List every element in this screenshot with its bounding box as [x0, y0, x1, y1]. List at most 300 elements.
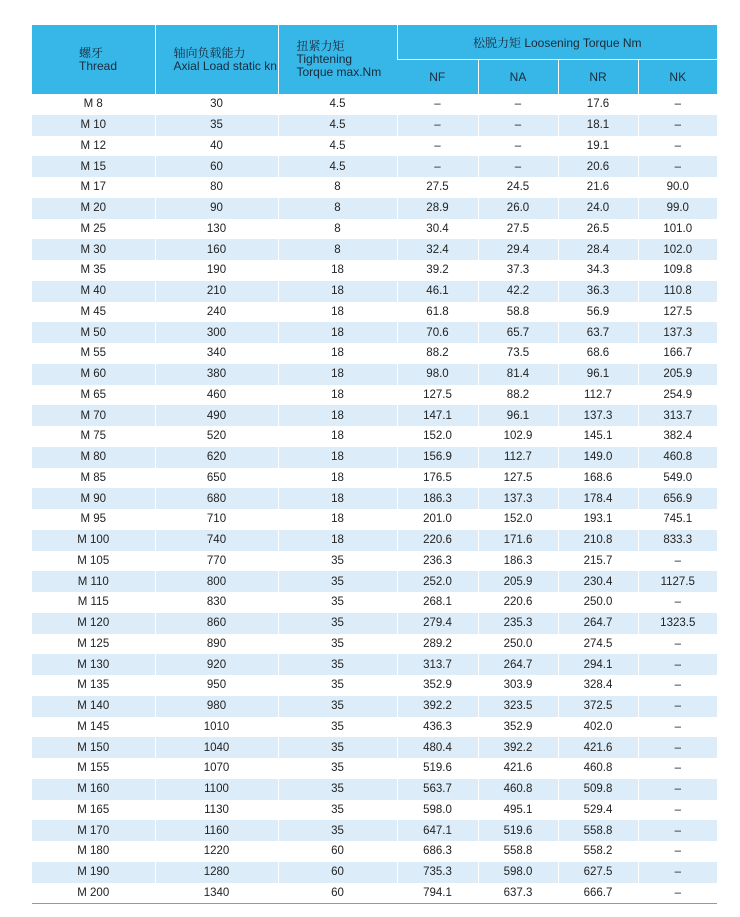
- axial-load-cell: 35: [155, 115, 278, 136]
- nk-cell: 254.9: [638, 385, 717, 406]
- nr-cell: 168.6: [558, 468, 638, 489]
- nf-cell: 289.2: [397, 634, 478, 655]
- nk-cell: 833.3: [638, 530, 717, 551]
- nk-cell: 137.3: [638, 322, 717, 343]
- nr-cell: 149.0: [558, 447, 638, 468]
- tightening-torque-cell: 18: [278, 281, 397, 302]
- table-row: [32, 509, 717, 530]
- table-row: [32, 468, 717, 489]
- tightening-torque-cell: 18: [278, 260, 397, 281]
- na-cell: 205.9: [478, 571, 558, 592]
- na-cell: 137.3: [478, 488, 558, 509]
- table-row: [32, 737, 717, 758]
- thread-column-header: [32, 25, 155, 94]
- na-cell: 127.5: [478, 468, 558, 489]
- na-cell: 352.9: [478, 717, 558, 738]
- tightening-torque-cell: 18: [278, 426, 397, 447]
- nr-cell: 193.1: [558, 509, 638, 530]
- table-row: [32, 322, 717, 343]
- na-cell: 558.8: [478, 841, 558, 862]
- thread-cell: M 140: [32, 696, 155, 717]
- tightening-torque-cell: 18: [278, 343, 397, 364]
- nf-cell: 98.0: [397, 364, 478, 385]
- nr-cell: 250.0: [558, 592, 638, 613]
- axial-load-cell: 1340: [155, 883, 278, 904]
- nk-cell: –: [638, 696, 717, 717]
- tightening-torque-cell: 8: [278, 219, 397, 240]
- thread-cell: M 20: [32, 198, 155, 219]
- thread-cell: M 155: [32, 758, 155, 779]
- table-row: [32, 115, 717, 136]
- thread-cell: M 145: [32, 717, 155, 738]
- table-row: [32, 779, 717, 800]
- nf-cell: 220.6: [397, 530, 478, 551]
- nk-cell: 102.0: [638, 239, 717, 260]
- tightening-torque-cell: 35: [278, 758, 397, 779]
- nk-cell: –: [638, 800, 717, 821]
- tightening-torque-cell: 4.5: [278, 136, 397, 157]
- nf-cell: 30.4: [397, 219, 478, 240]
- nk-cell: –: [638, 779, 717, 800]
- nr-cell: 558.2: [558, 841, 638, 862]
- nr-cell: 96.1: [558, 364, 638, 385]
- nk-cell: 656.9: [638, 488, 717, 509]
- nf-cell: 647.1: [397, 820, 478, 841]
- nk-cell: 460.8: [638, 447, 717, 468]
- axial-load-cell: 300: [155, 322, 278, 343]
- thread-cell: M 110: [32, 571, 155, 592]
- axial-load-cell: 1100: [155, 779, 278, 800]
- nr-cell: 19.1: [558, 136, 638, 157]
- nr-cell: 460.8: [558, 758, 638, 779]
- nk-cell: 549.0: [638, 468, 717, 489]
- nf-cell: 519.6: [397, 758, 478, 779]
- na-cell: 96.1: [478, 405, 558, 426]
- nf-cell: 268.1: [397, 592, 478, 613]
- nf-cell: 735.3: [397, 862, 478, 883]
- table-row: [32, 302, 717, 323]
- nr-cell: 112.7: [558, 385, 638, 406]
- nk-cell: 110.8: [638, 281, 717, 302]
- nf-column-header: NF: [397, 60, 478, 95]
- axial-load-cell: 860: [155, 613, 278, 634]
- tightening-torque-cell: 8: [278, 239, 397, 260]
- nr-cell: 372.5: [558, 696, 638, 717]
- nf-cell: 563.7: [397, 779, 478, 800]
- tightening-header-cn: 扭紧力矩: [296, 39, 345, 53]
- tightening-torque-cell: 35: [278, 675, 397, 696]
- nr-cell: 26.5: [558, 219, 638, 240]
- axial-load-cell: 520: [155, 426, 278, 447]
- axial-load-cell: 160: [155, 239, 278, 260]
- tightening-torque-cell: 18: [278, 530, 397, 551]
- na-cell: 102.9: [478, 426, 558, 447]
- thread-cell: M 135: [32, 675, 155, 696]
- nr-column-header: NR: [558, 60, 638, 95]
- tightening-torque-cell: 60: [278, 883, 397, 904]
- table-body: [32, 94, 717, 904]
- nr-cell: 20.6: [558, 156, 638, 177]
- na-cell: 81.4: [478, 364, 558, 385]
- axial-load-cell: 490: [155, 405, 278, 426]
- nk-cell: 382.4: [638, 426, 717, 447]
- tightening-torque-cell: 4.5: [278, 156, 397, 177]
- thread-cell: M 130: [32, 654, 155, 675]
- nf-cell: 147.1: [397, 405, 478, 426]
- thread-cell: M 75: [32, 426, 155, 447]
- nf-cell: 46.1: [397, 281, 478, 302]
- nk-cell: 166.7: [638, 343, 717, 364]
- nk-cell: 1323.5: [638, 613, 717, 634]
- axial-load-cell: 130: [155, 219, 278, 240]
- nf-cell: 28.9: [397, 198, 478, 219]
- nr-cell: 210.8: [558, 530, 638, 551]
- tightening-torque-cell: 35: [278, 717, 397, 738]
- nr-cell: 230.4: [558, 571, 638, 592]
- tightening-torque-column-header: [278, 25, 397, 94]
- tightening-torque-cell: 18: [278, 405, 397, 426]
- thread-header-cn: 螺牙: [79, 45, 104, 60]
- nr-cell: 294.1: [558, 654, 638, 675]
- thread-cell: M 17: [32, 177, 155, 198]
- nf-cell: –: [397, 115, 478, 136]
- nk-cell: –: [638, 592, 717, 613]
- table-row: [32, 551, 717, 572]
- tightening-torque-cell: 4.5: [278, 94, 397, 115]
- table-row: [32, 94, 717, 115]
- nk-cell: –: [638, 675, 717, 696]
- table-row: [32, 634, 717, 655]
- nf-cell: 236.3: [397, 551, 478, 572]
- nr-cell: 24.0: [558, 198, 638, 219]
- na-cell: 29.4: [478, 239, 558, 260]
- nr-cell: 529.4: [558, 800, 638, 821]
- table-row: [32, 405, 717, 426]
- nr-cell: 421.6: [558, 737, 638, 758]
- nf-cell: 201.0: [397, 509, 478, 530]
- na-cell: 171.6: [478, 530, 558, 551]
- table-row: [32, 281, 717, 302]
- tightening-torque-cell: 35: [278, 634, 397, 655]
- thread-cell: M 15: [32, 156, 155, 177]
- thread-cell: M 65: [32, 385, 155, 406]
- nk-cell: –: [638, 115, 717, 136]
- axial-load-cell: 800: [155, 571, 278, 592]
- na-cell: 250.0: [478, 634, 558, 655]
- na-cell: 42.2: [478, 281, 558, 302]
- na-cell: –: [478, 94, 558, 115]
- axial-load-cell: 340: [155, 343, 278, 364]
- axial-load-cell: 460: [155, 385, 278, 406]
- nr-cell: 28.4: [558, 239, 638, 260]
- nf-cell: 598.0: [397, 800, 478, 821]
- axial-load-cell: 1280: [155, 862, 278, 883]
- tightening-torque-cell: 35: [278, 800, 397, 821]
- axial-load-cell: 1130: [155, 800, 278, 821]
- thread-cell: M 150: [32, 737, 155, 758]
- nk-cell: –: [638, 717, 717, 738]
- axial-load-cell: 190: [155, 260, 278, 281]
- nr-cell: 18.1: [558, 115, 638, 136]
- nk-cell: –: [638, 94, 717, 115]
- table-row: [32, 198, 717, 219]
- nf-cell: 176.5: [397, 468, 478, 489]
- nf-cell: 794.1: [397, 883, 478, 904]
- table-row: [32, 654, 717, 675]
- na-cell: 88.2: [478, 385, 558, 406]
- torque-spec-table-container: [32, 25, 717, 904]
- tightening-torque-cell: 18: [278, 488, 397, 509]
- axial-load-cell: 740: [155, 530, 278, 551]
- nk-cell: –: [638, 862, 717, 883]
- axial-load-cell: 1070: [155, 758, 278, 779]
- nk-cell: 101.0: [638, 219, 717, 240]
- axial-load-cell: 40: [155, 136, 278, 157]
- axial-load-header-cn: 轴向负载能力: [173, 45, 246, 60]
- nr-cell: 145.1: [558, 426, 638, 447]
- na-cell: 186.3: [478, 551, 558, 572]
- nk-cell: –: [638, 883, 717, 904]
- nf-cell: 127.5: [397, 385, 478, 406]
- nk-cell: 745.1: [638, 509, 717, 530]
- tightening-torque-cell: 35: [278, 592, 397, 613]
- nk-cell: –: [638, 820, 717, 841]
- nf-cell: –: [397, 136, 478, 157]
- nr-cell: 328.4: [558, 675, 638, 696]
- nf-cell: 279.4: [397, 613, 478, 634]
- nr-cell: 178.4: [558, 488, 638, 509]
- nr-cell: 264.7: [558, 613, 638, 634]
- axial-load-cell: 830: [155, 592, 278, 613]
- table-row: [32, 364, 717, 385]
- axial-load-cell: 80: [155, 177, 278, 198]
- thread-cell: M 25: [32, 219, 155, 240]
- nk-cell: –: [638, 758, 717, 779]
- nf-cell: 480.4: [397, 737, 478, 758]
- nk-column-header: NK: [638, 60, 717, 95]
- nr-cell: 34.3: [558, 260, 638, 281]
- na-cell: 519.6: [478, 820, 558, 841]
- nf-cell: 252.0: [397, 571, 478, 592]
- table-row: [32, 385, 717, 406]
- tightening-torque-cell: 35: [278, 737, 397, 758]
- axial-load-cell: 650: [155, 468, 278, 489]
- na-cell: 421.6: [478, 758, 558, 779]
- thread-cell: M 30: [32, 239, 155, 260]
- axial-load-cell: 380: [155, 364, 278, 385]
- na-cell: 152.0: [478, 509, 558, 530]
- table-row: [32, 219, 717, 240]
- na-cell: 220.6: [478, 592, 558, 613]
- thread-header-en: Thread: [79, 58, 118, 73]
- tightening-torque-cell: 35: [278, 571, 397, 592]
- axial-load-cell: 210: [155, 281, 278, 302]
- table-row: [32, 136, 717, 157]
- tightening-header-en-line2: Torque max.Nm: [296, 65, 382, 79]
- table-row: [32, 800, 717, 821]
- nf-cell: 352.9: [397, 675, 478, 696]
- na-column-header: NA: [478, 60, 558, 95]
- axial-load-cell: 1160: [155, 820, 278, 841]
- thread-cell: M 120: [32, 613, 155, 634]
- nf-cell: –: [397, 156, 478, 177]
- nk-cell: 90.0: [638, 177, 717, 198]
- thread-cell: M 90: [32, 488, 155, 509]
- tightening-torque-cell: 35: [278, 613, 397, 634]
- thread-cell: M 60: [32, 364, 155, 385]
- table-row: [32, 841, 717, 862]
- tightening-header-en-line1: Tightening: [296, 52, 353, 66]
- axial-load-cell: 770: [155, 551, 278, 572]
- na-cell: 637.3: [478, 883, 558, 904]
- na-cell: 598.0: [478, 862, 558, 883]
- table-row: [32, 717, 717, 738]
- nf-cell: 61.8: [397, 302, 478, 323]
- na-cell: 24.5: [478, 177, 558, 198]
- table-row: [32, 696, 717, 717]
- nk-cell: 313.7: [638, 405, 717, 426]
- na-cell: 58.8: [478, 302, 558, 323]
- table-row: [32, 820, 717, 841]
- nr-cell: 627.5: [558, 862, 638, 883]
- nr-cell: 21.6: [558, 177, 638, 198]
- tightening-torque-cell: 35: [278, 820, 397, 841]
- thread-cell: M 70: [32, 405, 155, 426]
- nf-cell: 27.5: [397, 177, 478, 198]
- table-row: [32, 426, 717, 447]
- nr-cell: 509.8: [558, 779, 638, 800]
- table-row: [32, 675, 717, 696]
- nr-cell: 215.7: [558, 551, 638, 572]
- tightening-torque-cell: 8: [278, 177, 397, 198]
- na-cell: 460.8: [478, 779, 558, 800]
- thread-cell: M 12: [32, 136, 155, 157]
- torque-spec-table: [32, 25, 717, 904]
- table-row: [32, 571, 717, 592]
- thread-cell: M 95: [32, 509, 155, 530]
- thread-cell: M 170: [32, 820, 155, 841]
- thread-cell: M 125: [32, 634, 155, 655]
- nk-cell: –: [638, 654, 717, 675]
- nr-cell: 137.3: [558, 405, 638, 426]
- nf-cell: 392.2: [397, 696, 478, 717]
- nf-cell: 156.9: [397, 447, 478, 468]
- thread-cell: M 180: [32, 841, 155, 862]
- nr-cell: 36.3: [558, 281, 638, 302]
- na-cell: 235.3: [478, 613, 558, 634]
- nk-cell: –: [638, 634, 717, 655]
- tightening-torque-cell: 18: [278, 509, 397, 530]
- thread-cell: M 45: [32, 302, 155, 323]
- nr-cell: 666.7: [558, 883, 638, 904]
- nk-cell: 109.8: [638, 260, 717, 281]
- thread-cell: M 50: [32, 322, 155, 343]
- thread-cell: M 85: [32, 468, 155, 489]
- nk-cell: 1127.5: [638, 571, 717, 592]
- axial-load-cell: 680: [155, 488, 278, 509]
- nf-cell: 70.6: [397, 322, 478, 343]
- thread-cell: M 80: [32, 447, 155, 468]
- nk-cell: 99.0: [638, 198, 717, 219]
- axial-load-cell: 60: [155, 156, 278, 177]
- axial-load-column-header: [155, 25, 278, 94]
- axial-load-cell: 1040: [155, 737, 278, 758]
- axial-load-cell: 920: [155, 654, 278, 675]
- na-cell: –: [478, 136, 558, 157]
- nk-cell: 127.5: [638, 302, 717, 323]
- table-row: [32, 488, 717, 509]
- tightening-torque-cell: 18: [278, 468, 397, 489]
- thread-cell: M 8: [32, 94, 155, 115]
- axial-load-header-en: Axial Load static kn: [173, 58, 277, 73]
- thread-cell: M 40: [32, 281, 155, 302]
- axial-load-cell: 890: [155, 634, 278, 655]
- table-row: [32, 592, 717, 613]
- axial-load-cell: 1220: [155, 841, 278, 862]
- na-cell: 392.2: [478, 737, 558, 758]
- thread-cell: M 100: [32, 530, 155, 551]
- axial-load-cell: 90: [155, 198, 278, 219]
- nk-cell: –: [638, 136, 717, 157]
- nr-cell: 274.5: [558, 634, 638, 655]
- table-row: [32, 177, 717, 198]
- nr-cell: 402.0: [558, 717, 638, 738]
- thread-cell: M 160: [32, 779, 155, 800]
- loosening-torque-group-header: 松脱力矩 Loosening Torque Nm: [397, 25, 717, 60]
- tightening-torque-cell: 35: [278, 779, 397, 800]
- tightening-torque-cell: 18: [278, 447, 397, 468]
- table-row: [32, 758, 717, 779]
- thread-cell: M 190: [32, 862, 155, 883]
- nf-cell: 39.2: [397, 260, 478, 281]
- tightening-torque-cell: 4.5: [278, 115, 397, 136]
- nr-cell: 63.7: [558, 322, 638, 343]
- axial-load-cell: 620: [155, 447, 278, 468]
- nr-cell: 17.6: [558, 94, 638, 115]
- table-row: [32, 239, 717, 260]
- nr-cell: 68.6: [558, 343, 638, 364]
- tightening-torque-cell: 60: [278, 841, 397, 862]
- thread-cell: M 200: [32, 883, 155, 904]
- table-row: [32, 343, 717, 364]
- na-cell: –: [478, 156, 558, 177]
- nf-cell: 186.3: [397, 488, 478, 509]
- na-cell: 323.5: [478, 696, 558, 717]
- nf-cell: 152.0: [397, 426, 478, 447]
- thread-cell: M 165: [32, 800, 155, 821]
- na-cell: 112.7: [478, 447, 558, 468]
- axial-load-cell: 1010: [155, 717, 278, 738]
- nk-cell: –: [638, 841, 717, 862]
- table-row: [32, 447, 717, 468]
- nf-cell: 313.7: [397, 654, 478, 675]
- na-cell: 37.3: [478, 260, 558, 281]
- nk-cell: 205.9: [638, 364, 717, 385]
- nk-cell: –: [638, 551, 717, 572]
- tightening-torque-cell: 35: [278, 696, 397, 717]
- na-cell: 27.5: [478, 219, 558, 240]
- tightening-torque-cell: 35: [278, 551, 397, 572]
- tightening-torque-cell: 18: [278, 322, 397, 343]
- na-cell: 495.1: [478, 800, 558, 821]
- nf-cell: 686.3: [397, 841, 478, 862]
- table-row: [32, 156, 717, 177]
- tightening-torque-cell: 18: [278, 364, 397, 385]
- na-cell: 26.0: [478, 198, 558, 219]
- table-row: [32, 883, 717, 904]
- tightening-torque-cell: 8: [278, 198, 397, 219]
- nf-cell: –: [397, 94, 478, 115]
